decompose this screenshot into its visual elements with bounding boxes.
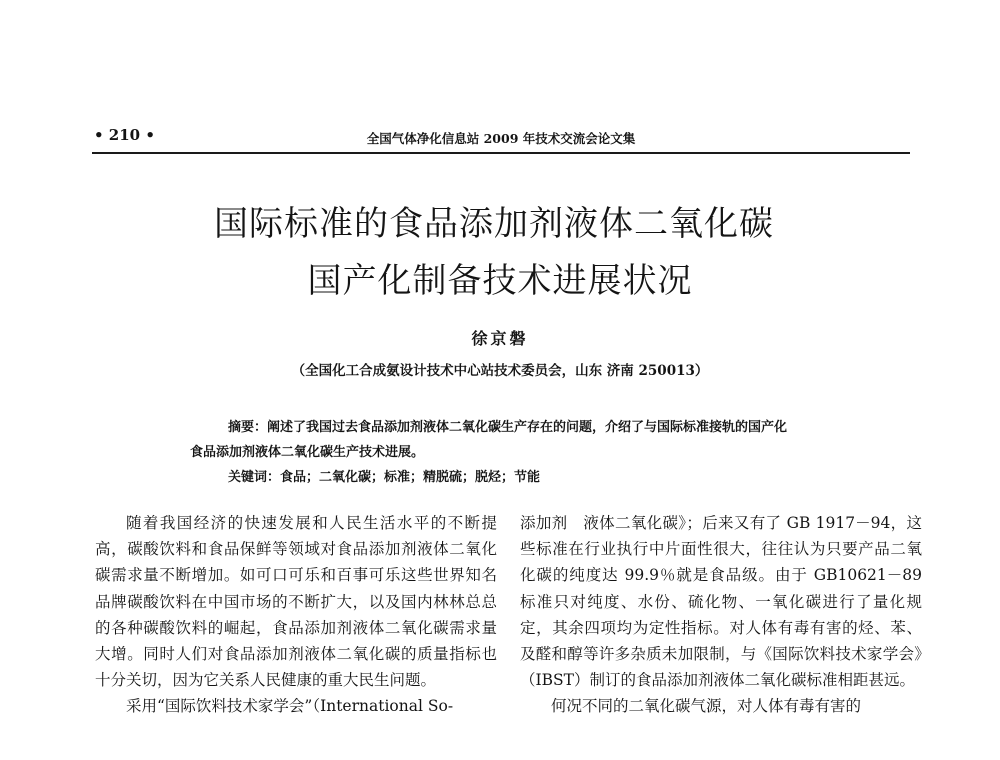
paper-title-line-2: 国产化制备技术进展状况 <box>307 261 693 301</box>
keywords-line: 关键词：食品；二氧化碳；标准；精脱硫；脱烃；节能 <box>228 470 541 485</box>
body-paragraph: 随着我国经济的快速发展和人民生活水平的不断提高，碳酸饮料和食品保鲜等领域对食品添加剂液体二氧化碳需求量不断增加。如可口可乐和百事可乐这些世界知名品牌碳酸饮料在中国市场的不断扩大，以及国内林林总总的各种碳酸饮料的崛起，食品添加剂液体二氧化碳需求量大增。同时人们对食品添加剂液体二氧化碳的质量指标也十分关切，因为它关系人民健康的重大民生问题。 <box>95 514 497 690</box>
body-paragraph: 添加剂 液体二氧化碳》；后来又有了 GB 1917－94，这些标准在行业执行中片面性很大，往往认为只要产品二氧化碳的纯度达 99.9％就是食品级。由于 GB10621－89 标准只对纯度、水份、硫化物、一氧化碳进行了量化规定，其余四项均为定性指标。对人体有毒有害的烃、苯、及醛和醇等许多杂质未加限制，与《国际饮料技术家学会》（IBST）制订的食品添加剂液体二氧化碳标准相距甚远。 <box>520 514 922 690</box>
body-paragraph: 何况不同的二氧化碳气源，对人体有毒有害的 <box>551 697 862 716</box>
journal-title: 全国气体净化信息站 2009 年技术交流会论文集 <box>366 131 636 146</box>
running-header <box>92 126 910 150</box>
author-name: 徐京磐 <box>471 329 529 348</box>
header-rule <box>92 152 910 154</box>
body-paragraph: 采用“国际饮料技术家学会”（International So- <box>126 697 454 716</box>
abstract-line-2: 食品添加剂液体二氧化碳生产技术进展。 <box>190 445 425 460</box>
author-affiliation: （全国化工合成氨设计技术中心站技术委员会，山东 济南 250013） <box>291 363 709 379</box>
body-column-right <box>520 510 922 720</box>
abstract-line-1: 摘要：阐述了我国过去食品添加剂液体二氧化碳生产存在的问题，介绍了与国际标准接轨的国产化 <box>228 420 788 435</box>
body-column-left <box>95 510 497 720</box>
paper-title-line-1: 国际标准的食品添加剂液体二氧化碳 <box>214 204 774 244</box>
page-number: • 210 • <box>94 126 155 144</box>
